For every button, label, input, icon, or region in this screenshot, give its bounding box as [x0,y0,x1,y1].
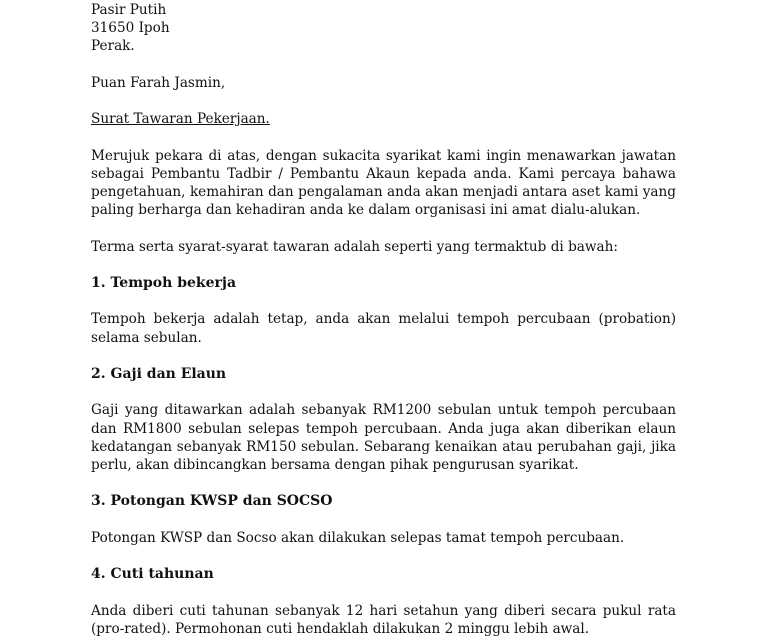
address-line-2: 31650 Ipoh [91,20,170,37]
address-line-3: Perak. [91,38,135,55]
section-body: Anda diberi cuti tahunan sebanyak 12 hari setahun yang diberi secara pukul rata (pro-rated). Permohonan cuti hendaklah dilakukan 2 minggu lebih awal. [91,602,676,637]
section-body: Gaji yang ditawarkan adalah sebanyak RM1200 sebulan untuk tempoh percubaan dan RM1800 sebulan selepas tempoh percubaan. Anda juga akan diberikan elaun kedatangan sebanyak RM150 sebulan. Sebarang kenaikan atau perubahan gaji, jika perlu, akan dibincangkan bersama dengan pihak pengurusan syarikat. [91,402,676,473]
terms-intro: Terma serta syarat-syarat tawaran adalah seperti yang termaktub di bawah: [91,238,618,255]
recipient-address [91,1,676,56]
address-line-1: Pasir Putih [91,2,167,18]
section-heading: 3. Potongan KWSP dan SOCSO [91,493,333,510]
section-body: Potongan KWSP dan Socso akan dilakukan selepas tamat tempoh percubaan. [91,529,625,546]
intro-paragraph: Merujuk pekara di atas, dengan sukacita syarikat kami ingin menawarkan jawatan sebagai Pembantu Tadbir / Pembantu Akaun kepada anda. Kami percaya bahawa pengetahuan, kemahiran dan pengalaman anda akan menjadi antara aset kami yang paling berharga dan kehadiran anda ke dalam organisasi ini amat dialu-alukan. [91,147,676,219]
salutation: Puan Farah Jasmin, [91,74,226,91]
letter-subject: Surat Tawaran Pekerjaan. [91,111,270,128]
letter-page [91,0,676,638]
section-heading: 2. Gaji dan Elaun [91,365,227,382]
section-heading: 4. Cuti tahunan [91,566,214,583]
section-heading: 1. Tempoh bekerja [91,274,237,291]
section-body: Tempoh bekerja adalah tetap, anda akan melalui tempoh percubaan (probation) selama sebulan. [91,311,676,346]
